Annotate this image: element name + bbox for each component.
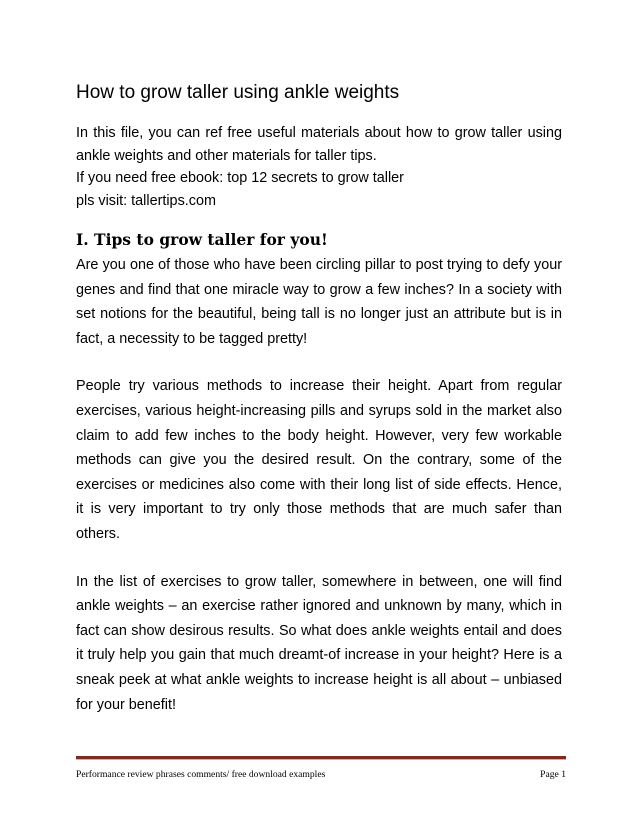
document-title: How to grow taller using ankle weights <box>76 82 400 103</box>
page-number: Page 1 <box>540 769 566 780</box>
body-paragraph-1: Are you one of those who have been circling pillar to post trying to defy your genes and find that one miracle way to grow a few inches? In a society with set notions for the beautiful, being tall is no longer just an attribute but is in fact, a necessity to be tagged pretty! <box>76 257 562 347</box>
section-heading: I. Tips to grow taller for you! <box>76 230 328 249</box>
intro-block <box>76 122 562 212</box>
intro-line-3: pls visit: tallertips.com <box>76 192 216 209</box>
page-footer <box>76 756 566 781</box>
footer-divider <box>76 756 566 760</box>
footer-text: Performance review phrases comments/ free download examples <box>76 769 326 780</box>
intro-line-2: If you need free ebook: top 12 secrets to grow taller <box>76 170 404 186</box>
body-paragraph-3: In the list of exercises to grow taller, somewhere in between, one will find ankle weights – an exercise rather ignored and unknown by many, which in fact can show desirous results. So what does ankle weights entail and does it truly help you gain that much dreamt-of increase in your height? Here is a sneak peek at what ankle weights to increase height is all about – unbiased for your benefit! <box>76 573 562 713</box>
intro-line-1: In this file, you can ref free useful materials about how to grow taller using ankle weights and other materials for taller tips. <box>76 125 562 164</box>
body-paragraph-2: People try various methods to increase their height. Apart from regular exercises, various height-increasing pills and syrups sold in the market also claim to add few inches to the body height. However, very few workable methods can give you the desired result. On the contrary, some of the exercises or medicines also come with their long list of side effects. Hence, it is very important to try only those methods that are much safer than others. <box>76 378 562 542</box>
footer-row <box>76 769 566 781</box>
page-content <box>76 80 562 740</box>
